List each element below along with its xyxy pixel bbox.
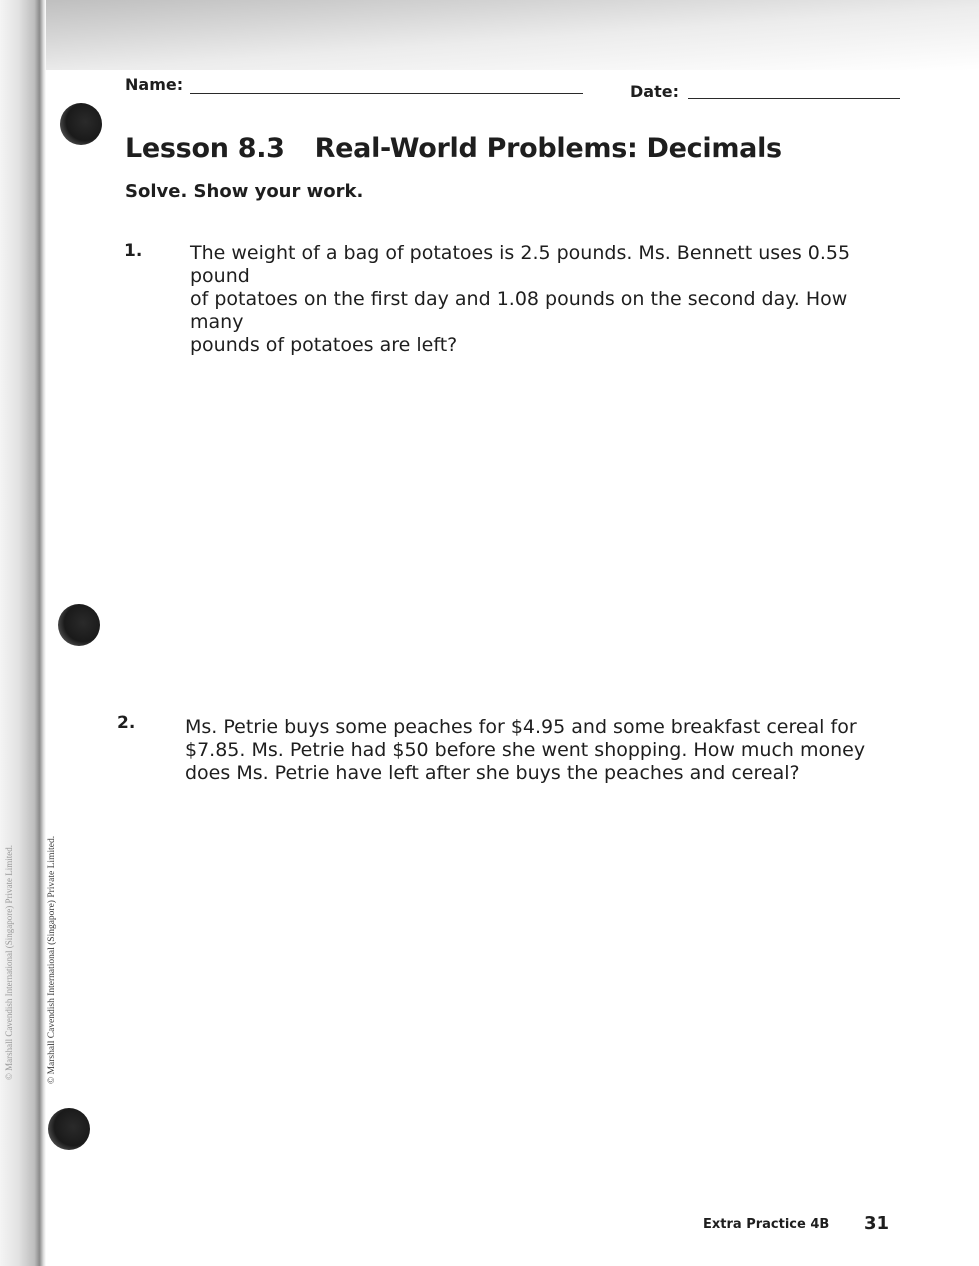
problem-1-line-3: pounds of potatoes are left? <box>190 334 458 356</box>
problem-2-line-2: $7.85. Ms. Petrie had $50 before she went shopping. How much money <box>185 739 866 761</box>
scan-shadow-top <box>0 0 979 70</box>
name-label: Name: <box>125 75 184 94</box>
binder-hole-top <box>60 103 102 145</box>
lesson-title <box>125 133 782 164</box>
problem-2-line-3: does Ms. Petrie have left after she buys the peaches and cereal? <box>185 762 800 784</box>
lesson-heading: Real-World Problems: Decimals <box>314 133 782 164</box>
problem-1-line-2: of potatoes on the first day and 1.08 pounds on the second day. How many <box>190 288 848 333</box>
date-label: Date: <box>630 82 679 101</box>
binder-hole-middle <box>58 604 100 646</box>
problem-1-text <box>190 242 900 357</box>
binder-hole-bottom <box>48 1108 90 1150</box>
instructions: Solve. Show your work. <box>125 181 364 202</box>
problem-1-number: 1. <box>124 241 143 261</box>
problem-2-text <box>185 716 895 785</box>
page-number: 31 <box>864 1213 890 1234</box>
date-line <box>688 98 900 99</box>
name-line <box>190 93 583 94</box>
bleed-through-copyright: © Marshall Cavendish International (Singapore) Private Limited. <box>4 844 14 1080</box>
lesson-number: Lesson 8.3 <box>125 133 285 164</box>
problem-1-line-1: The weight of a bag of potatoes is 2.5 pounds. Ms. Bennett uses 0.55 pound <box>190 242 851 287</box>
footer-book-title: Extra Practice 4B <box>703 1217 830 1232</box>
problem-2-line-1: Ms. Petrie buys some peaches for $4.95 and some breakfast cereal for <box>185 716 857 738</box>
copyright-notice: © Marshall Cavendish International (Singapore) Private Limited. <box>47 835 57 1084</box>
problem-2-number: 2. <box>117 713 136 733</box>
